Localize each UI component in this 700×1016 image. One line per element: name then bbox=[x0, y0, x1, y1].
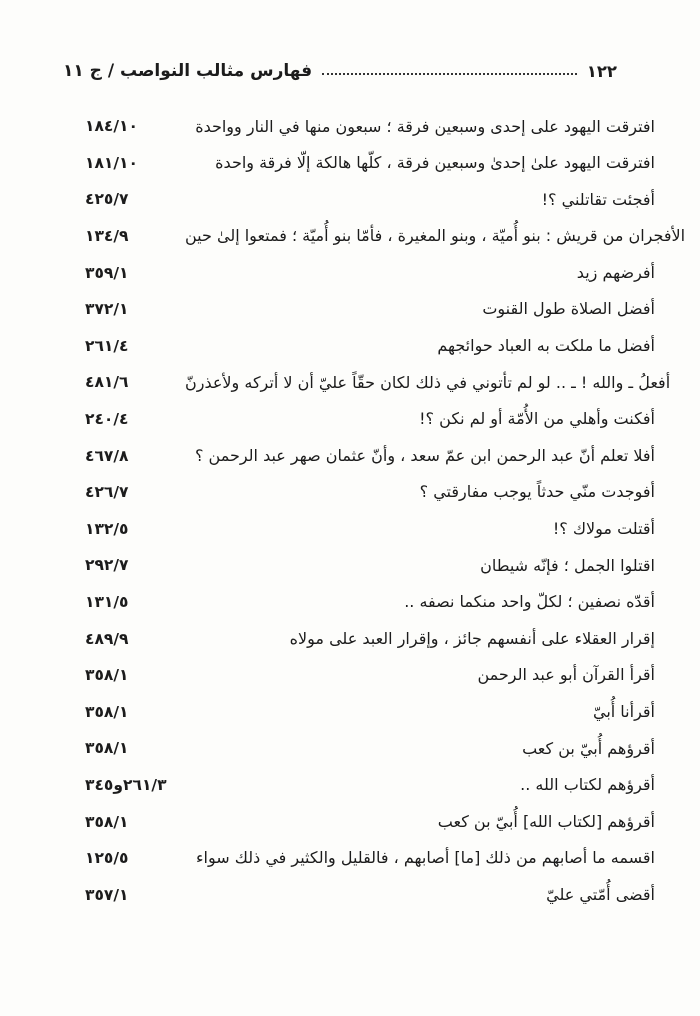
entry-ref: ٤٦٧/٨ bbox=[85, 446, 129, 465]
header-title: فهارس مثالب النواصب / ج ١١ bbox=[63, 60, 313, 81]
entry-text: أفكنت وأهلي من الأُمّة أو لم نكن ؟! bbox=[419, 409, 655, 429]
entry-ref: ١٣١/٥ bbox=[85, 593, 129, 612]
entry-text: أفعلُ ـ والله ! ـ .. لو لم تأتوني في ذلك لكان حقّاً عليّ أن لا أتركه ولأعذرنّ bbox=[185, 372, 671, 392]
index-row bbox=[63, 620, 655, 657]
entry-ref: ٤٢٦/٧ bbox=[85, 483, 129, 502]
index-row bbox=[63, 181, 655, 218]
entry-text: أفضل ما ملكت به العباد حوائجهم bbox=[437, 336, 655, 356]
index-row bbox=[63, 401, 655, 438]
entry-text: أقرؤهم [لكتاب الله] أُبيّ بن كعب bbox=[437, 811, 655, 831]
running-header bbox=[63, 50, 655, 82]
entry-text: أفضل الصلاة طول القنوت bbox=[482, 299, 655, 319]
entry-ref: ٣٧٢/١ bbox=[85, 300, 129, 319]
index-row bbox=[63, 767, 655, 804]
index-row bbox=[63, 730, 655, 767]
entry-ref: ٣٥٧/١ bbox=[85, 885, 129, 904]
entry-text: افترقت اليهود علىٰ إحدىٰ وسبعين فرقة ، كلّها هالكة إلّا فرقة واحدة bbox=[215, 153, 655, 173]
entry-ref: ٣٥٨/١ bbox=[85, 666, 129, 685]
entry-text: إقرار العقلاء على أنفسهم جائز ، وإقرار العبد على مولاه bbox=[289, 628, 655, 648]
index-row bbox=[63, 291, 655, 328]
entry-ref: ٢٦١/٣و٣٤٥ bbox=[85, 775, 167, 794]
index-row bbox=[63, 657, 655, 694]
index-row bbox=[63, 584, 655, 621]
index-row bbox=[63, 840, 655, 877]
index-row bbox=[63, 511, 655, 548]
entry-text: أقرأ القرآن أبو عبد الرحمن bbox=[477, 665, 655, 685]
entry-ref: ٢٦١/٤ bbox=[85, 336, 129, 355]
entry-ref: ١٢٥/٥ bbox=[85, 849, 129, 868]
entry-ref: ٢٤٠/٤ bbox=[85, 410, 129, 429]
index-row bbox=[63, 145, 655, 182]
index-row bbox=[63, 218, 686, 255]
index-row bbox=[63, 108, 655, 145]
entry-text: أفرضهم زيد bbox=[576, 262, 655, 282]
entry-text: أقرؤهم لكتاب الله .. bbox=[520, 775, 655, 795]
index-row bbox=[63, 694, 655, 731]
entry-ref: ٤٨٩/٩ bbox=[85, 629, 129, 648]
entry-ref: ٢٩٢/٧ bbox=[85, 556, 129, 575]
entry-text: أقتلت مولاك ؟! bbox=[552, 519, 655, 539]
entry-ref: ٣٥٨/١ bbox=[85, 812, 129, 831]
entry-text: اقسمه ما أصابهم من ذلك [ما] أصابهم ، فالقليل والكثير في ذلك سواء bbox=[196, 848, 655, 868]
entry-text: أفوجدت منّي حدثاً يوجب مفارقتي ؟ bbox=[419, 482, 655, 502]
entry-text: أقضى أُمّتي عليّ bbox=[546, 884, 655, 904]
entry-text: افترقت اليهود على إحدى وسبعين فرقة ؛ سبعون منها في النار وواحدة bbox=[195, 116, 655, 136]
index-row bbox=[63, 803, 655, 840]
entry-text: أفجئت تقاتلني ؟! bbox=[541, 189, 655, 209]
entry-text: أقدّه نصفين ؛ لكلّ واحد منكما نصفه .. bbox=[404, 592, 655, 612]
index-row bbox=[63, 364, 671, 401]
entry-ref: ١٨١/١٠ bbox=[85, 153, 138, 172]
dotted-leader bbox=[322, 73, 577, 75]
index-row bbox=[63, 547, 655, 584]
entry-text: اقتلوا الجمل ؛ فإنّه شيطان bbox=[480, 555, 655, 575]
entry-text: أفلا تعلم أنّ عبد الرحمن ابن عمّ سعد ، وأنّ عثمان صهر عبد الرحمن ؟ bbox=[194, 445, 655, 465]
index-row bbox=[63, 254, 655, 291]
entry-text: أقرؤهم أُبيّ بن كعب bbox=[522, 738, 655, 758]
header-page-number: ١٢٢ bbox=[586, 61, 617, 81]
index-row bbox=[63, 328, 655, 365]
entry-ref: ٣٥٨/١ bbox=[85, 702, 129, 721]
entry-ref: ٤٨١/٦ bbox=[85, 373, 129, 392]
entry-ref: ٣٥٩/١ bbox=[85, 263, 129, 282]
entry-ref: ٤٢٥/٧ bbox=[85, 190, 129, 209]
entry-ref: ١٣٢/٥ bbox=[85, 519, 129, 538]
entry-text: أقرأنا أُبيّ bbox=[592, 702, 655, 721]
index-row bbox=[63, 474, 655, 511]
entry-ref: ٣٥٨/١ bbox=[85, 739, 129, 758]
index-list bbox=[63, 108, 686, 913]
index-row bbox=[63, 876, 655, 913]
entry-ref: ١٣٤/٩ bbox=[85, 227, 129, 246]
entry-text: الأفجران من قريش : بنو أُميّة ، وبنو المغيرة ، فأمّا بنو أُميّة ؛ فمتعوا إلىٰ حين bbox=[185, 226, 686, 246]
index-row bbox=[63, 437, 655, 474]
entry-ref: ١٨٤/١٠ bbox=[85, 117, 138, 136]
